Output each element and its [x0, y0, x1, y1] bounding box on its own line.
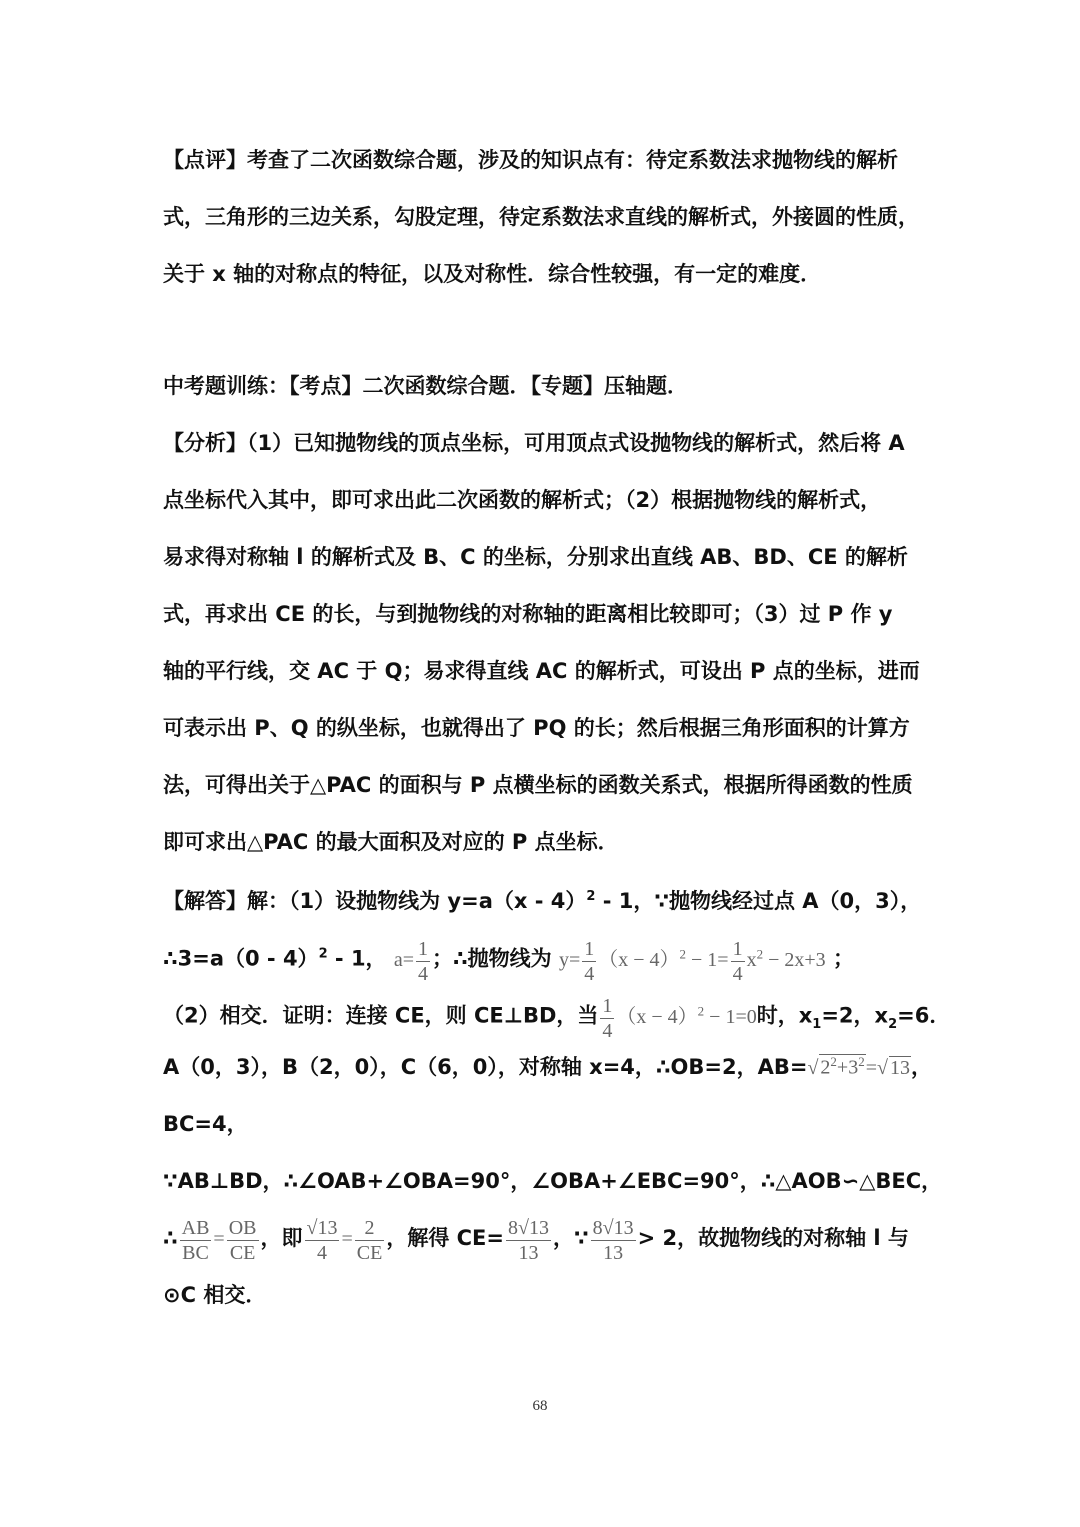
ratio-formula: $\frac{AB}{BC}$ = $\frac{OB}{CE}$: [181, 1216, 257, 1264]
parabola-formula: y= $\frac{1}{4}$ $(x - 4)^2 - 1=$ $\frac{1}{4}$ $x^2 - 2x+3$: [558, 937, 826, 985]
comment-section: [163, 132, 933, 303]
solution-line-1: 【解答】解：（1）设抛物线为 y=a（x - 4）$^2$ - 1，∵抛物线经过点 A（0，3），: [163, 889, 922, 913]
comment-line: 关于 x 轴的对称点的特征，以及对称性．综合性较强，有一定的难度．: [163, 262, 822, 286]
solution-section: [163, 868, 951, 1324]
analysis-line: 可表示出 P、Q 的纵坐标，也就得出了 PQ 的长；然后根据三角形面积的计算方: [163, 716, 910, 740]
ab-length-formula: √ $2^2+3^2=√$ 13: [807, 1054, 910, 1079]
exam-practice-heading: 中考题训练：【考点】二次函数综合题．【专题】压轴题．: [163, 374, 688, 398]
analysis-line: 式，再求出 CE 的长，与到抛物线的对称轴的距离相比较即可；（3）过 P 作 y: [163, 602, 893, 626]
page-number: 68: [532, 1398, 548, 1414]
comment-line: 式，三角形的三边关系，勾股定理，待定系数法求直线的解析式，外接圆的性质，: [163, 205, 919, 229]
analysis-line: 易求得对称轴 l 的解析式及 B、C 的坐标，分别求出直线 AB、BD、CE 的解析: [163, 545, 908, 569]
ce-compare-formula: $\frac{8√13}{13}$: [592, 1216, 634, 1264]
analysis-line: 【分析】（1）已知抛物线的顶点坐标，可用顶点式设抛物线的解析式，然后将 A: [163, 431, 905, 455]
ce-value-formula: $\frac{8√13}{13}$: [508, 1216, 549, 1264]
comment-line: 【点评】考查了二次函数综合题，涉及的知识点有：待定系数法求抛物线的解析: [163, 148, 898, 172]
analysis-line: 即可求出△PAC 的最大面积及对应的 P 点坐标．: [163, 830, 619, 854]
solution-line-6: ∵AB⊥BD，∴∠OAB+∠OBA=90°，∠OBA+∠EBC=90°，∴△AOB∽△BEC，: [163, 1169, 943, 1193]
solution-line-2: ∴3=a（0 - 4）$^2$ - 1， a= $\frac{1}{4}$ ；∴抛物线为 y= $\frac{1}{4}$ $(x - 4)^2 - 1=$ $\frac{1}{4}$ $x^2 - 2x+3$ ；: [163, 937, 854, 985]
equation-zero-formula: $\frac{1}{4}$ $(x - 4)^2 - 1=0$: [602, 994, 757, 1042]
solution-line-4: A（0，3），B（2，0），C（6，0），对称轴 x=4，∴OB=2，AB=√ $2^2+3^2=√$ 13，: [163, 1054, 932, 1079]
analysis-line: 点坐标代入其中，即可求出此二次函数的解析式；（2）根据抛物线的解析式，: [163, 488, 882, 512]
ratio-values-formula: $\frac{√13}{4}$ = $\frac{2}{CE}$: [306, 1216, 383, 1264]
a-value-formula: a= $\frac{1}{4}$: [393, 937, 429, 985]
analysis-line: 轴的平行线，交 AC 于 Q；易求得直线 AC 的解析式，可设出 P 点的坐标，进而: [163, 659, 920, 683]
solution-line-5: BC=4，: [163, 1112, 248, 1136]
analysis-section: [163, 358, 933, 871]
solution-line-3: （2）相交．证明：连接 CE，则 CE⊥BD，当 $\frac{1}{4}$ $(x - 4)^2 - 1=0$时，$x_1=2$，$x_2=6$．: [163, 994, 951, 1042]
solution-line-7: ∴ $\frac{AB}{BC}$ = $\frac{OB}{CE}$ ，即 $\frac{√13}{4}$ = $\frac{2}{CE}$ ，解得 CE= $\frac{8√13}{13}$ ，∵ $\frac{8√13}{13}$ > 2，故抛物线的对称轴 l 与: [163, 1216, 909, 1264]
solution-line-8: ⊙C 相交．: [163, 1283, 267, 1307]
analysis-line: 法，可得出关于△PAC 的面积与 P 点横坐标的函数关系式，根据所得函数的性质: [163, 773, 913, 797]
